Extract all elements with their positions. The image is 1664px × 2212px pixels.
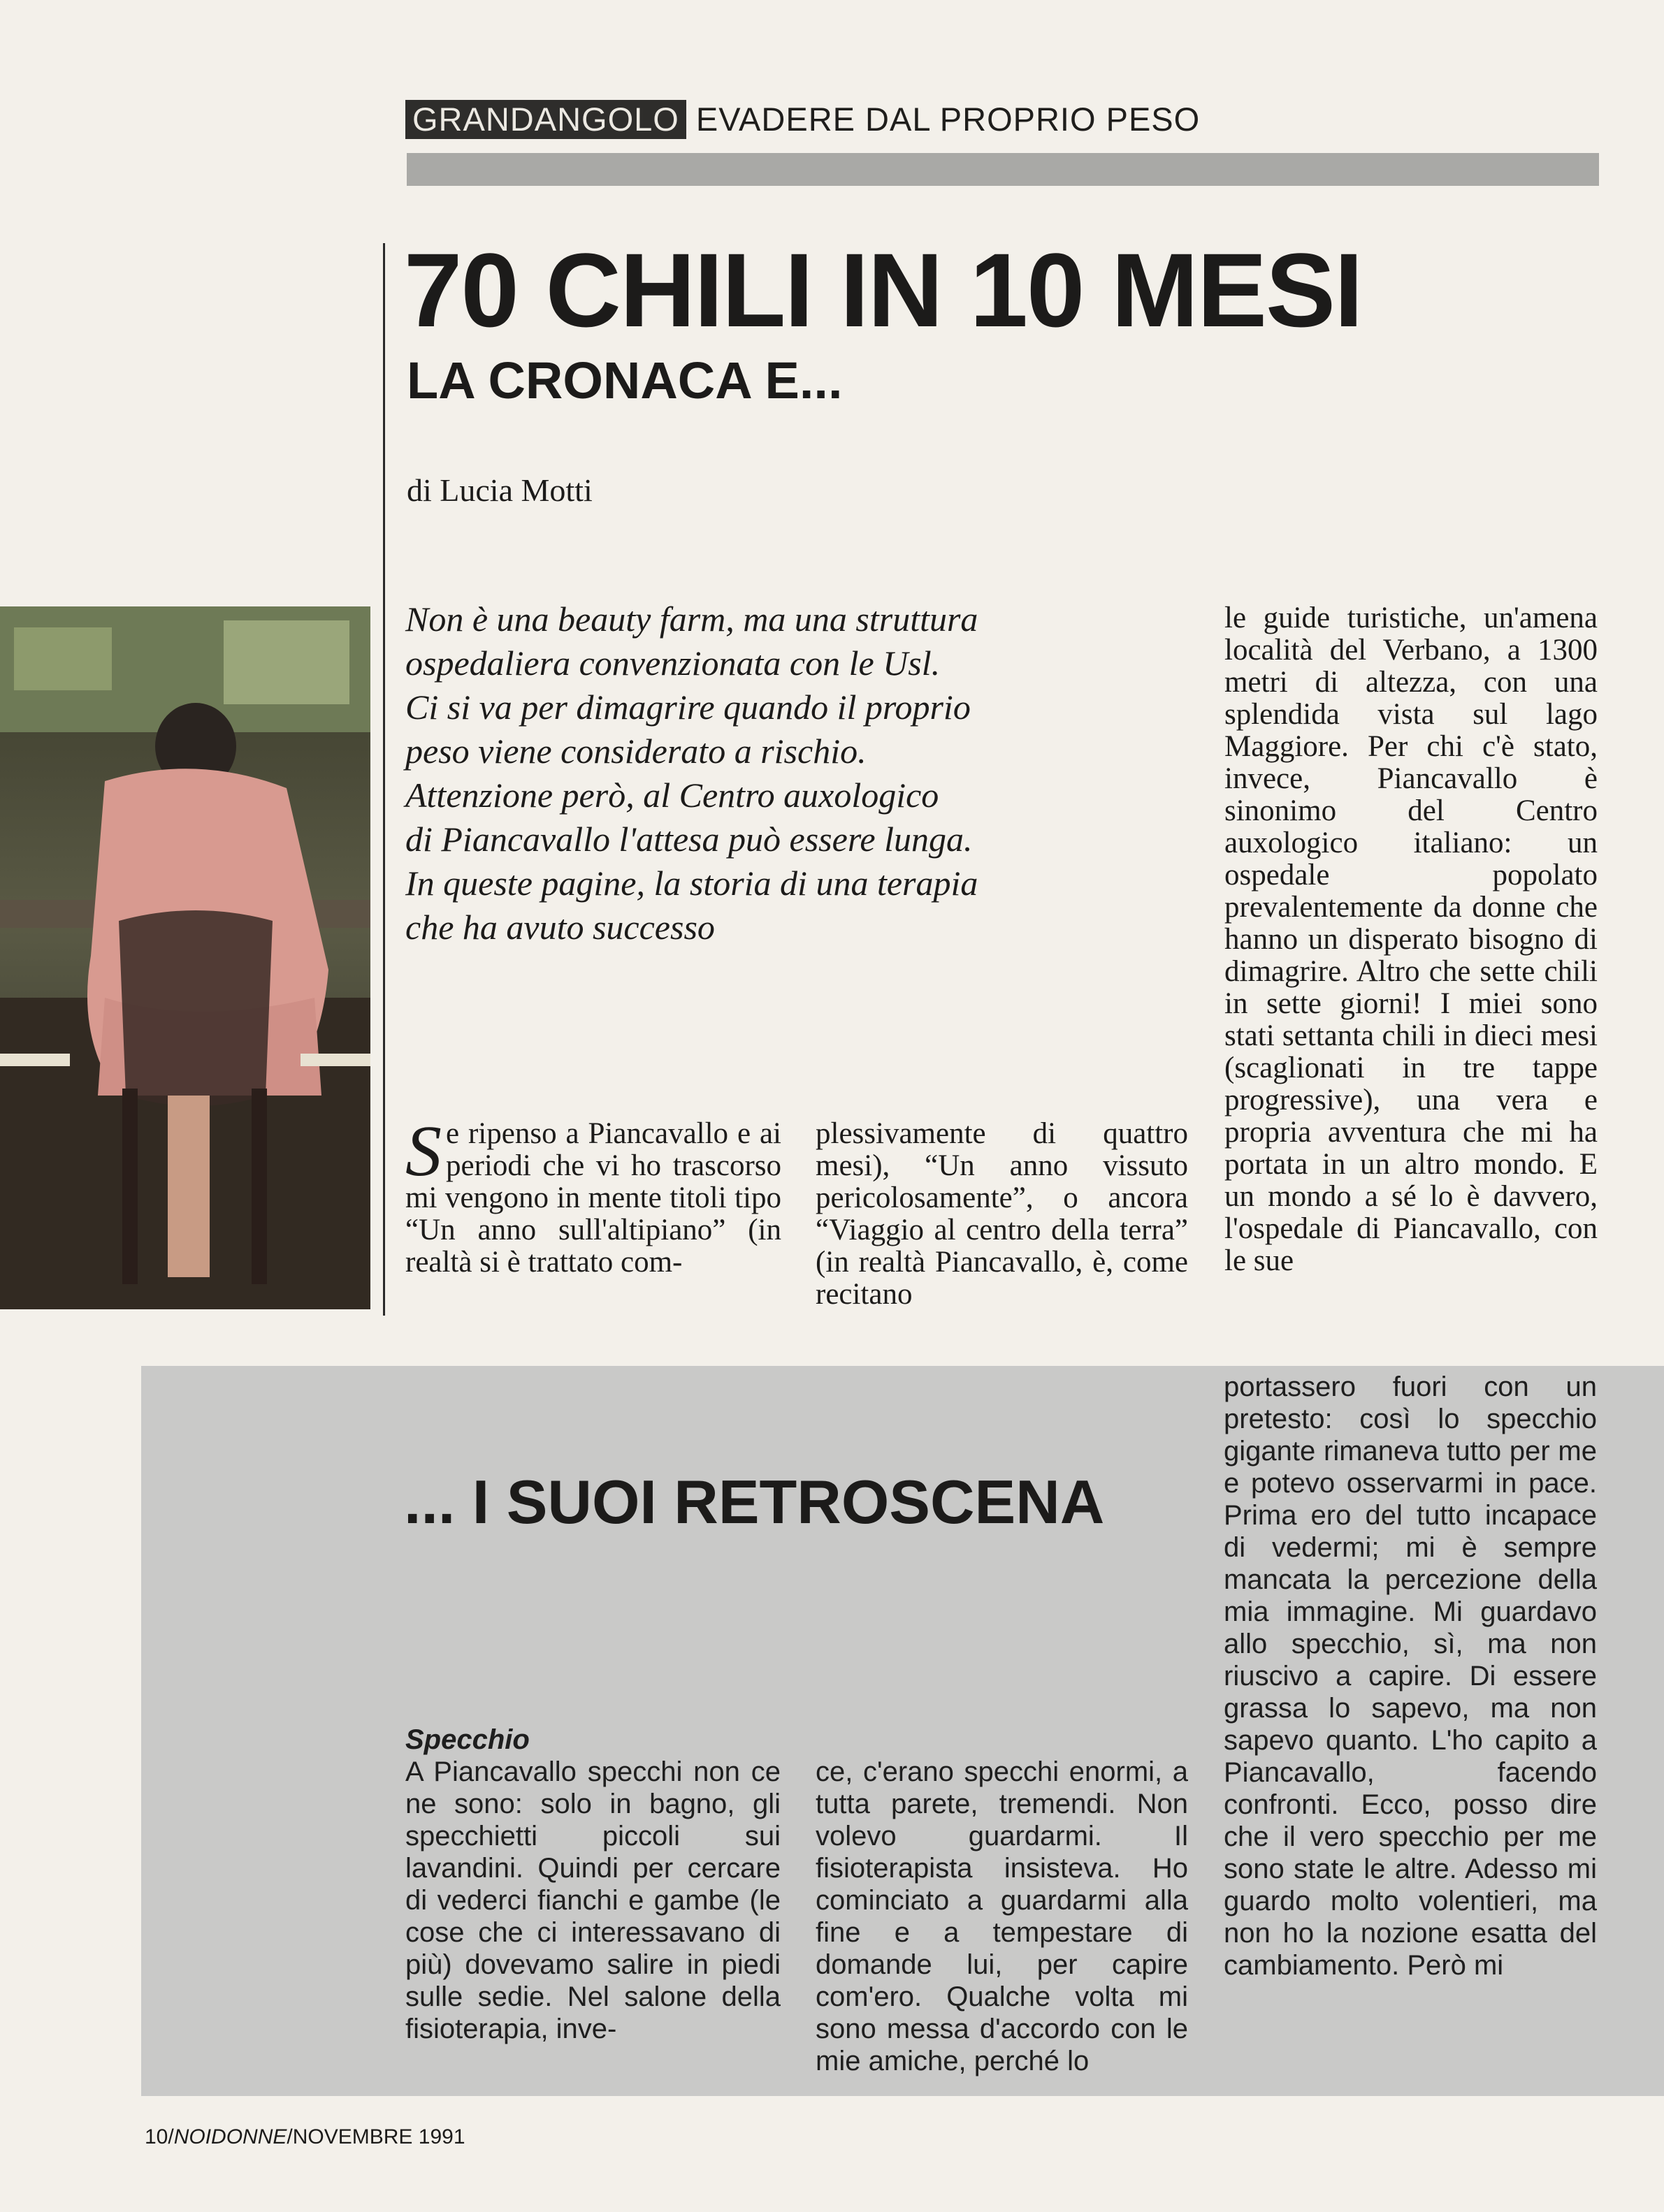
sidebar-column-3 [1224, 1371, 1597, 2049]
sidebar-title: ... I SUOI RETROSCENA [404, 1467, 1105, 1536]
intro-line: che ha avuto successo [405, 908, 715, 947]
intro-line: peso viene considerato a rischio. [405, 732, 867, 771]
column-text: le guide turistiche, un'amena località del Verbano, a 1300 metri di altezza, con una splendida vista sul lago Maggiore. Per chi c'è stato, invece, Piancavallo è sinonimo del Centro auxologico italiano: un ospedale popolato prevalentemente da donne che hanno un disperato bisogno di dimagrire. Altro che sette chili in sette giorni! I miei sono stati settanta chili in dieci mesi (scaglionati in tre tappe progressive), una vera e propria avventura che mi ha portata in un altro mondo. E un mondo a sé lo è davvero, l'ospedale di Piancavallo, con le sue [1224, 602, 1598, 1277]
vertical-rule [383, 243, 385, 1316]
intro-line: Ci si va per dimagrire quando il proprio [405, 687, 971, 727]
article-column-2 [816, 1118, 1188, 1314]
intro-line: In queste pagine, la storia di una terapia [405, 864, 978, 903]
intro-line: di Piancavallo l'attesa può essere lunga. [405, 820, 973, 859]
page-number: 10/ [145, 2125, 174, 2148]
section-subject: EVADERE DAL PROPRIO PESO [695, 101, 1201, 138]
header-rule-bar [407, 153, 1599, 186]
article-column-1 [405, 1118, 781, 1314]
issue-date: /NOVEMBRE 1991 [287, 2125, 465, 2148]
byline: di Lucia Motti [407, 472, 593, 508]
sidebar-column-1 [405, 1724, 781, 2049]
page-footer [145, 2125, 465, 2149]
intro-standfirst [405, 597, 1167, 949]
intro-line: Non è una beauty farm, ma una struttura [405, 599, 978, 639]
section-tag [405, 100, 1200, 136]
sidebar-column-2 [816, 1724, 1188, 2081]
photo-woman-on-chair [0, 606, 370, 1309]
article-subtitle: LA CRONACA E... [407, 351, 843, 409]
section-label: GRANDANGOLO [405, 100, 686, 139]
column-text: ce, c'erano specchi enormi, a tutta parete, tremendi. Non volevo guardarmi. Il fisioterapista insisteva. Ho cominciato a guardarmi alla fine e a tempestare di domande lui, per capire com'ero. Qualche volta mi sono messa d'accordo con le mie amiche, perché lo [816, 1756, 1188, 2076]
column-text: plessivamente di quattro mesi), “Un anno vissuto pericolosamente”, o ancora “Viaggio al centro della terra” (in realtà Piancavallo, è, come recitano [816, 1118, 1188, 1311]
article-title: 70 CHILI IN 10 MESI [404, 231, 1362, 349]
magazine-name: NOIDONNE [173, 2125, 287, 2148]
column-text: e ripenso a Piancavallo e ai periodi che vi ho trascorso mi vengono in mente titoli tipo “Un anno sull'altipiano” (in realtà si è trattato com- [405, 1118, 781, 1279]
drop-cap: S [405, 1118, 442, 1191]
column-text: A Piancavallo specchi non ce ne sono: solo in bagno, gli specchietti piccoli sui lavandini. Quindi per cercare di vederci fianchi e gambe (le cose che ci interessavano di più) dovevamo salire in piedi sulle sedie. Nel salone della fisioterapia, inve- [405, 1756, 781, 2044]
intro-line: Attenzione però, al Centro auxologico [405, 776, 939, 815]
article-column-3 [1224, 602, 1598, 1315]
sidebar-subhead: Specchio [405, 1724, 530, 1755]
column-text: portassero fuori con un pretesto: così lo specchio gigante rimaneva tutto per me e potevo osservarmi in pace. Prima ero del tutto incapace di vedermi; mi è sempre mancata la percezione della mia immagine. Mi guardavo allo specchio, sì, ma non riuscivo a capire. Di essere grassa lo sapevo, ma non sapevo quanto. L'ho capito a Piancavallo, facendo confronti. Ecco, posso dire che il vero specchio per me sono state le altre. Adesso mi guardo molto volentieri, ma non ho la nozione esatta del cambiamento. Però mi [1224, 1371, 1597, 1981]
intro-line: ospedaliera convenzionata con le Usl. [405, 643, 941, 683]
